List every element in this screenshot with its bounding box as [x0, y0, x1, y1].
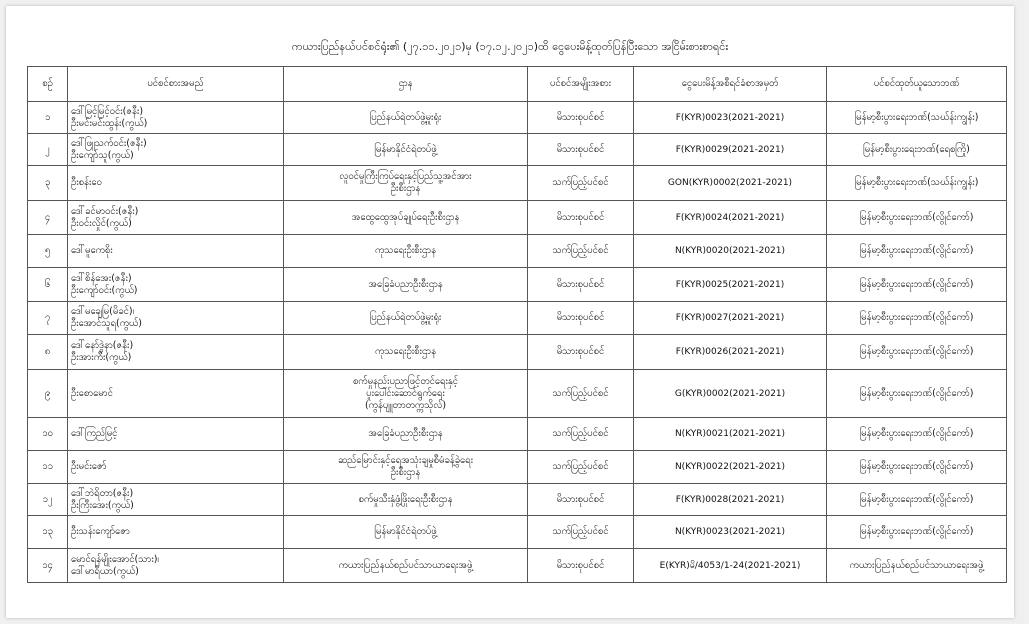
cell-no: ၇	[28, 302, 68, 335]
department-line: စက်မှုနည်းပညာဖြင့်တင်ရေးနှင့်	[352, 375, 459, 387]
cell-department	[284, 166, 528, 201]
cell-no: ၁	[28, 102, 68, 134]
document-page	[6, 6, 1014, 618]
cell-no: ၄	[28, 201, 68, 235]
cell-order-number: F(KYR)0025(2021-2021)	[634, 268, 827, 302]
name-line: ဦးကြီးအေး(ကွယ်)	[71, 499, 134, 511]
cell-pension-type: သက်ပြည့်ပင်စင်	[528, 166, 634, 201]
cell-order-number: F(KYR)0027(2021-2021)	[634, 302, 827, 335]
cell-no: ၉	[28, 370, 68, 418]
cell-department	[284, 302, 528, 335]
cell-department	[284, 134, 528, 166]
cell-bank: မြန်မာ့စီးပွားရေးဘဏ်(လွိုင်ကော်)	[827, 370, 1007, 418]
cell-department	[284, 335, 528, 370]
department-line: ကုသရေးဦးစီးဌာန	[374, 245, 437, 256]
name-line: ဦးမင်းဇော်	[71, 461, 107, 472]
name-line: ဦးကျော်သူ(ကွယ်)	[71, 149, 134, 161]
department-line: ပြည်နယ်ရဲတပ်ဖွဲ့မှူးရုံး	[369, 111, 442, 123]
cell-bank: မြန်မာ့စီးပွားရေးဘဏ်(သဃ်န်းကျွန်း)	[827, 102, 1007, 134]
table-row	[28, 302, 1007, 335]
department-line: ပူးပေါင်းဆောင်ရွက်ရေး	[366, 387, 445, 399]
cell-order-number: F(KYR)0026(2021-2021)	[634, 335, 827, 370]
cell-order-number: F(KYR)0028(2021-2021)	[634, 484, 827, 516]
name-line: မောင်ရန်မျိုးအောင်(သား)၊	[71, 553, 159, 565]
cell-order-number: N(KYR)0023(2021-2021)	[634, 516, 827, 549]
cell-name	[68, 451, 284, 484]
cell-no: ၂	[28, 134, 68, 166]
name-line: ဒေါ်မာရီယာ(ကွယ်)	[71, 565, 139, 577]
name-line: ဒေါ်မူကေစိုး	[71, 245, 113, 256]
cell-pension-type: သက်ပြည့်ပင်စင်	[528, 516, 634, 549]
name-line: ဦးဝင်းလှိုင်(ကွယ်)	[71, 217, 132, 229]
name-line: ဦးအောင်သူရ(ကွယ်)	[71, 318, 142, 329]
department-line: အထွေထွေအုပ်ချုပ်ရေးဦးစီးဌာန	[351, 211, 460, 223]
cell-department	[284, 235, 528, 268]
cell-pension-type: သက်ပြည့်ပင်စင်	[528, 451, 634, 484]
table-row	[28, 516, 1007, 549]
table-row	[28, 134, 1007, 166]
cell-order-number: E(KYR)မိ/4053/1-24(2021-2021)	[634, 549, 827, 583]
table-row	[28, 166, 1007, 201]
cell-bank: မြန်မာ့စီးပွားရေးဘဏ်(လွိုင်ကော်)	[827, 302, 1007, 335]
table-row	[28, 370, 1007, 418]
table-row	[28, 335, 1007, 370]
cell-order-number: G(KYR)0002(2021-2021)	[634, 370, 827, 418]
document-title: ကယားပြည်နယ်ပင်စင်ရုံး၏ (၂၇.၁၁.၂၀၂၁)မှ (၁၇.၁၂.၂၀၂၁)ထိ ငွေပေးမိန့်ထုတ်ပြန်ပြီးသော အငြိမ်းစားစာရင်း	[291, 40, 729, 53]
name-line: ဦးစောမောင်	[71, 387, 113, 399]
department-line: ဦးစီးဌာန	[390, 467, 421, 478]
department-line: ဦးစီးဌာန	[390, 183, 421, 194]
header-pension-type: ပင်စင်အမျိုးအစား	[528, 67, 634, 102]
department-line: ပြည်နယ်ရဲတပ်ဖွဲ့မှူးရုံး	[369, 312, 442, 323]
cell-department	[284, 201, 528, 235]
cell-name	[68, 516, 284, 549]
cell-name	[68, 302, 284, 335]
table-row	[28, 418, 1007, 451]
cell-bank: မြန်မာ့စီးပွားရေးဘဏ်(လွိုင်ကော်)	[827, 268, 1007, 302]
name-line: ဒေါ်ဘဲရိတာ(ဇနီး)	[71, 487, 134, 499]
name-line: ဒေါ်မချေမြ(မိခင်)၊	[71, 306, 135, 317]
cell-department	[284, 549, 528, 583]
cell-name	[68, 335, 284, 370]
department-line: အခြေခံပညာဦးစီးဌာန	[368, 278, 443, 290]
name-line: ဦးသန်းကျော်ဇော	[71, 526, 130, 537]
cell-name	[68, 418, 284, 451]
name-line: ဦးမင်းမင်းထွန်း(ကွယ်)	[71, 117, 148, 129]
department-line: မြန်မာနိုင်ငံရဲတပ်ဖွဲ့	[374, 143, 437, 155]
cell-bank: မြန်မာ့စီးပွားရေးဘဏ်(လွိုင်ကော်)	[827, 451, 1007, 484]
cell-order-number: F(KYR)0023(2021-2021)	[634, 102, 827, 134]
cell-no: ၁၁	[28, 451, 68, 484]
header-name: ပင်စင်စားအမည်	[68, 67, 284, 102]
cell-pension-type: မိသားစုပင်စင်	[528, 102, 634, 134]
cell-order-number: GON(KYR)0002(2021-2021)	[634, 166, 827, 201]
cell-department	[284, 516, 528, 549]
cell-order-number: N(KYR)0021(2021-2021)	[634, 418, 827, 451]
header-no: စဉ်	[28, 67, 68, 102]
table-row	[28, 201, 1007, 235]
cell-name	[68, 102, 284, 134]
table-row	[28, 451, 1007, 484]
cell-order-number: N(KYR)0022(2021-2021)	[634, 451, 827, 484]
cell-bank: မြန်မာ့စီးပွားရေးဘဏ်(ရေစကြို)	[827, 134, 1007, 166]
cell-name	[68, 134, 284, 166]
cell-name	[68, 235, 284, 268]
department-line: ကယားပြည်နယ်စည်ပင်သာယာရေးအဖွဲ့	[338, 559, 473, 571]
cell-no: ၆	[28, 268, 68, 302]
name-line: ဒေါ်နော်ဒွဲနာ(ဇနီး)	[71, 340, 134, 351]
name-line: ဒေါ်ကြည်မြင့်	[71, 428, 118, 439]
header-bank: ပင်စင်ထုတ်ယူသောဘဏ်	[827, 67, 1007, 102]
cell-department	[284, 484, 528, 516]
cell-department	[284, 370, 528, 418]
cell-no: ၃	[28, 166, 68, 201]
cell-pension-type: သက်ပြည့်ပင်စင်	[528, 418, 634, 451]
department-line: စက်မှုသီးနှံဖွံ့ဖြိုးရေးဦးစီးဌာန	[358, 493, 453, 505]
cell-pension-type: မိသားစုပင်စင်	[528, 268, 634, 302]
header-order-number: ငွေပေးမိန့်အစီရင်ခံစာအမှတ်	[634, 67, 827, 102]
department-line: (ကွန်ပျူတာတက္ကသိုလ်)	[364, 399, 447, 411]
cell-bank: မြန်မာ့စီးပွားရေးဘဏ်(လွိုင်ကော်)	[827, 418, 1007, 451]
cell-no: ၁၀	[28, 418, 68, 451]
cell-name	[68, 201, 284, 235]
cell-pension-type: မိသားစုပင်စင်	[528, 302, 634, 335]
cell-pension-type: သက်ပြည့်ပင်စင်	[528, 235, 634, 268]
cell-bank: မြန်မာ့စီးပွားရေးဘဏ်(လွိုင်ကော်)	[827, 516, 1007, 549]
cell-name	[68, 484, 284, 516]
cell-order-number: N(KYR)0020(2021-2021)	[634, 235, 827, 268]
table-row	[28, 102, 1007, 134]
cell-no: ၅	[28, 235, 68, 268]
cell-bank: မြန်မာ့စီးပွားရေးဘဏ်(လွိုင်ကော်)	[827, 484, 1007, 516]
pension-table	[27, 66, 1007, 583]
cell-bank: မြန်မာ့စီးပွားရေးဘဏ်(လွိုင်ကော်)	[827, 201, 1007, 235]
cell-name	[68, 166, 284, 201]
header-department: ဌာန	[284, 67, 528, 102]
header-row	[28, 67, 1007, 102]
cell-pension-type: မိသားစုပင်စင်	[528, 549, 634, 583]
department-line: မြန်မာနိုင်ငံရဲတပ်ဖွဲ့	[374, 526, 437, 537]
cell-no: ၁၃	[28, 516, 68, 549]
department-line: လူဝင်မှုကြီးကြပ်ရေးနှင့်ပြည်သူ့အင်အား	[339, 171, 472, 182]
table-row	[28, 235, 1007, 268]
cell-pension-type: သက်ပြည့်ပင်စင်	[528, 370, 634, 418]
cell-department	[284, 268, 528, 302]
department-line: ကုသရေးဦးစီးဌာန	[374, 346, 437, 357]
department-line: အခြေခံပညာဦးစီးဌာန	[368, 428, 443, 439]
cell-no: ၈	[28, 335, 68, 370]
cell-department	[284, 102, 528, 134]
name-line: ဦးစန်းဝေ	[71, 177, 102, 188]
name-line: ဒေါ်ဖြူသက်ဝင်း(ဇနီး)	[71, 137, 147, 149]
cell-order-number: F(KYR)0029(2021-2021)	[634, 134, 827, 166]
table-row	[28, 549, 1007, 583]
cell-pension-type: မိသားစုပင်စင်	[528, 201, 634, 235]
cell-order-number: F(KYR)0024(2021-2021)	[634, 201, 827, 235]
name-line: ဒေါ်ခင်မာဝင်း(ဇနီး)	[71, 205, 139, 217]
cell-bank: မြန်မာ့စီးပွားရေးဘဏ်(လွိုင်ကော်)	[827, 235, 1007, 268]
table-row	[28, 268, 1007, 302]
name-line: ဒေါ်စိန်အေး(ဇနီး)	[71, 272, 132, 284]
cell-name	[68, 549, 284, 583]
cell-department	[284, 418, 528, 451]
department-line: ဆည်မြောင်းနှင့်ရေအသုံးချမှုစီမံခန့်ခွဲရေး	[337, 455, 474, 466]
cell-name	[68, 370, 284, 418]
name-line: ဒေါ်မြင့်မြင့်ဝင်း(ဇနီး)	[71, 105, 144, 117]
cell-department	[284, 451, 528, 484]
cell-no: ၁၂	[28, 484, 68, 516]
cell-no: ၁၄	[28, 549, 68, 583]
table-row	[28, 484, 1007, 516]
cell-bank: မြန်မာ့စီးပွားရေးဘဏ်(သဃ်န်းကျွန်း)	[827, 166, 1007, 201]
cell-bank: မြန်မာ့စီးပွားရေးဘဏ်(လွိုင်ကော်)	[827, 335, 1007, 370]
cell-pension-type: မိသားစုပင်စင်	[528, 134, 634, 166]
cell-bank: ကယားပြည်နယ်စည်ပင်သာယာရေးအဖွဲ့	[827, 549, 1007, 583]
cell-pension-type: မိသားစုပင်စင်	[528, 335, 634, 370]
name-line: ဦးအားကီး(ကွယ်)	[71, 352, 132, 363]
cell-pension-type: မိသားစုပင်စင်	[528, 484, 634, 516]
name-line: ဦးကျော်ဝင်း(ကွယ်)	[71, 284, 138, 296]
cell-name	[68, 268, 284, 302]
